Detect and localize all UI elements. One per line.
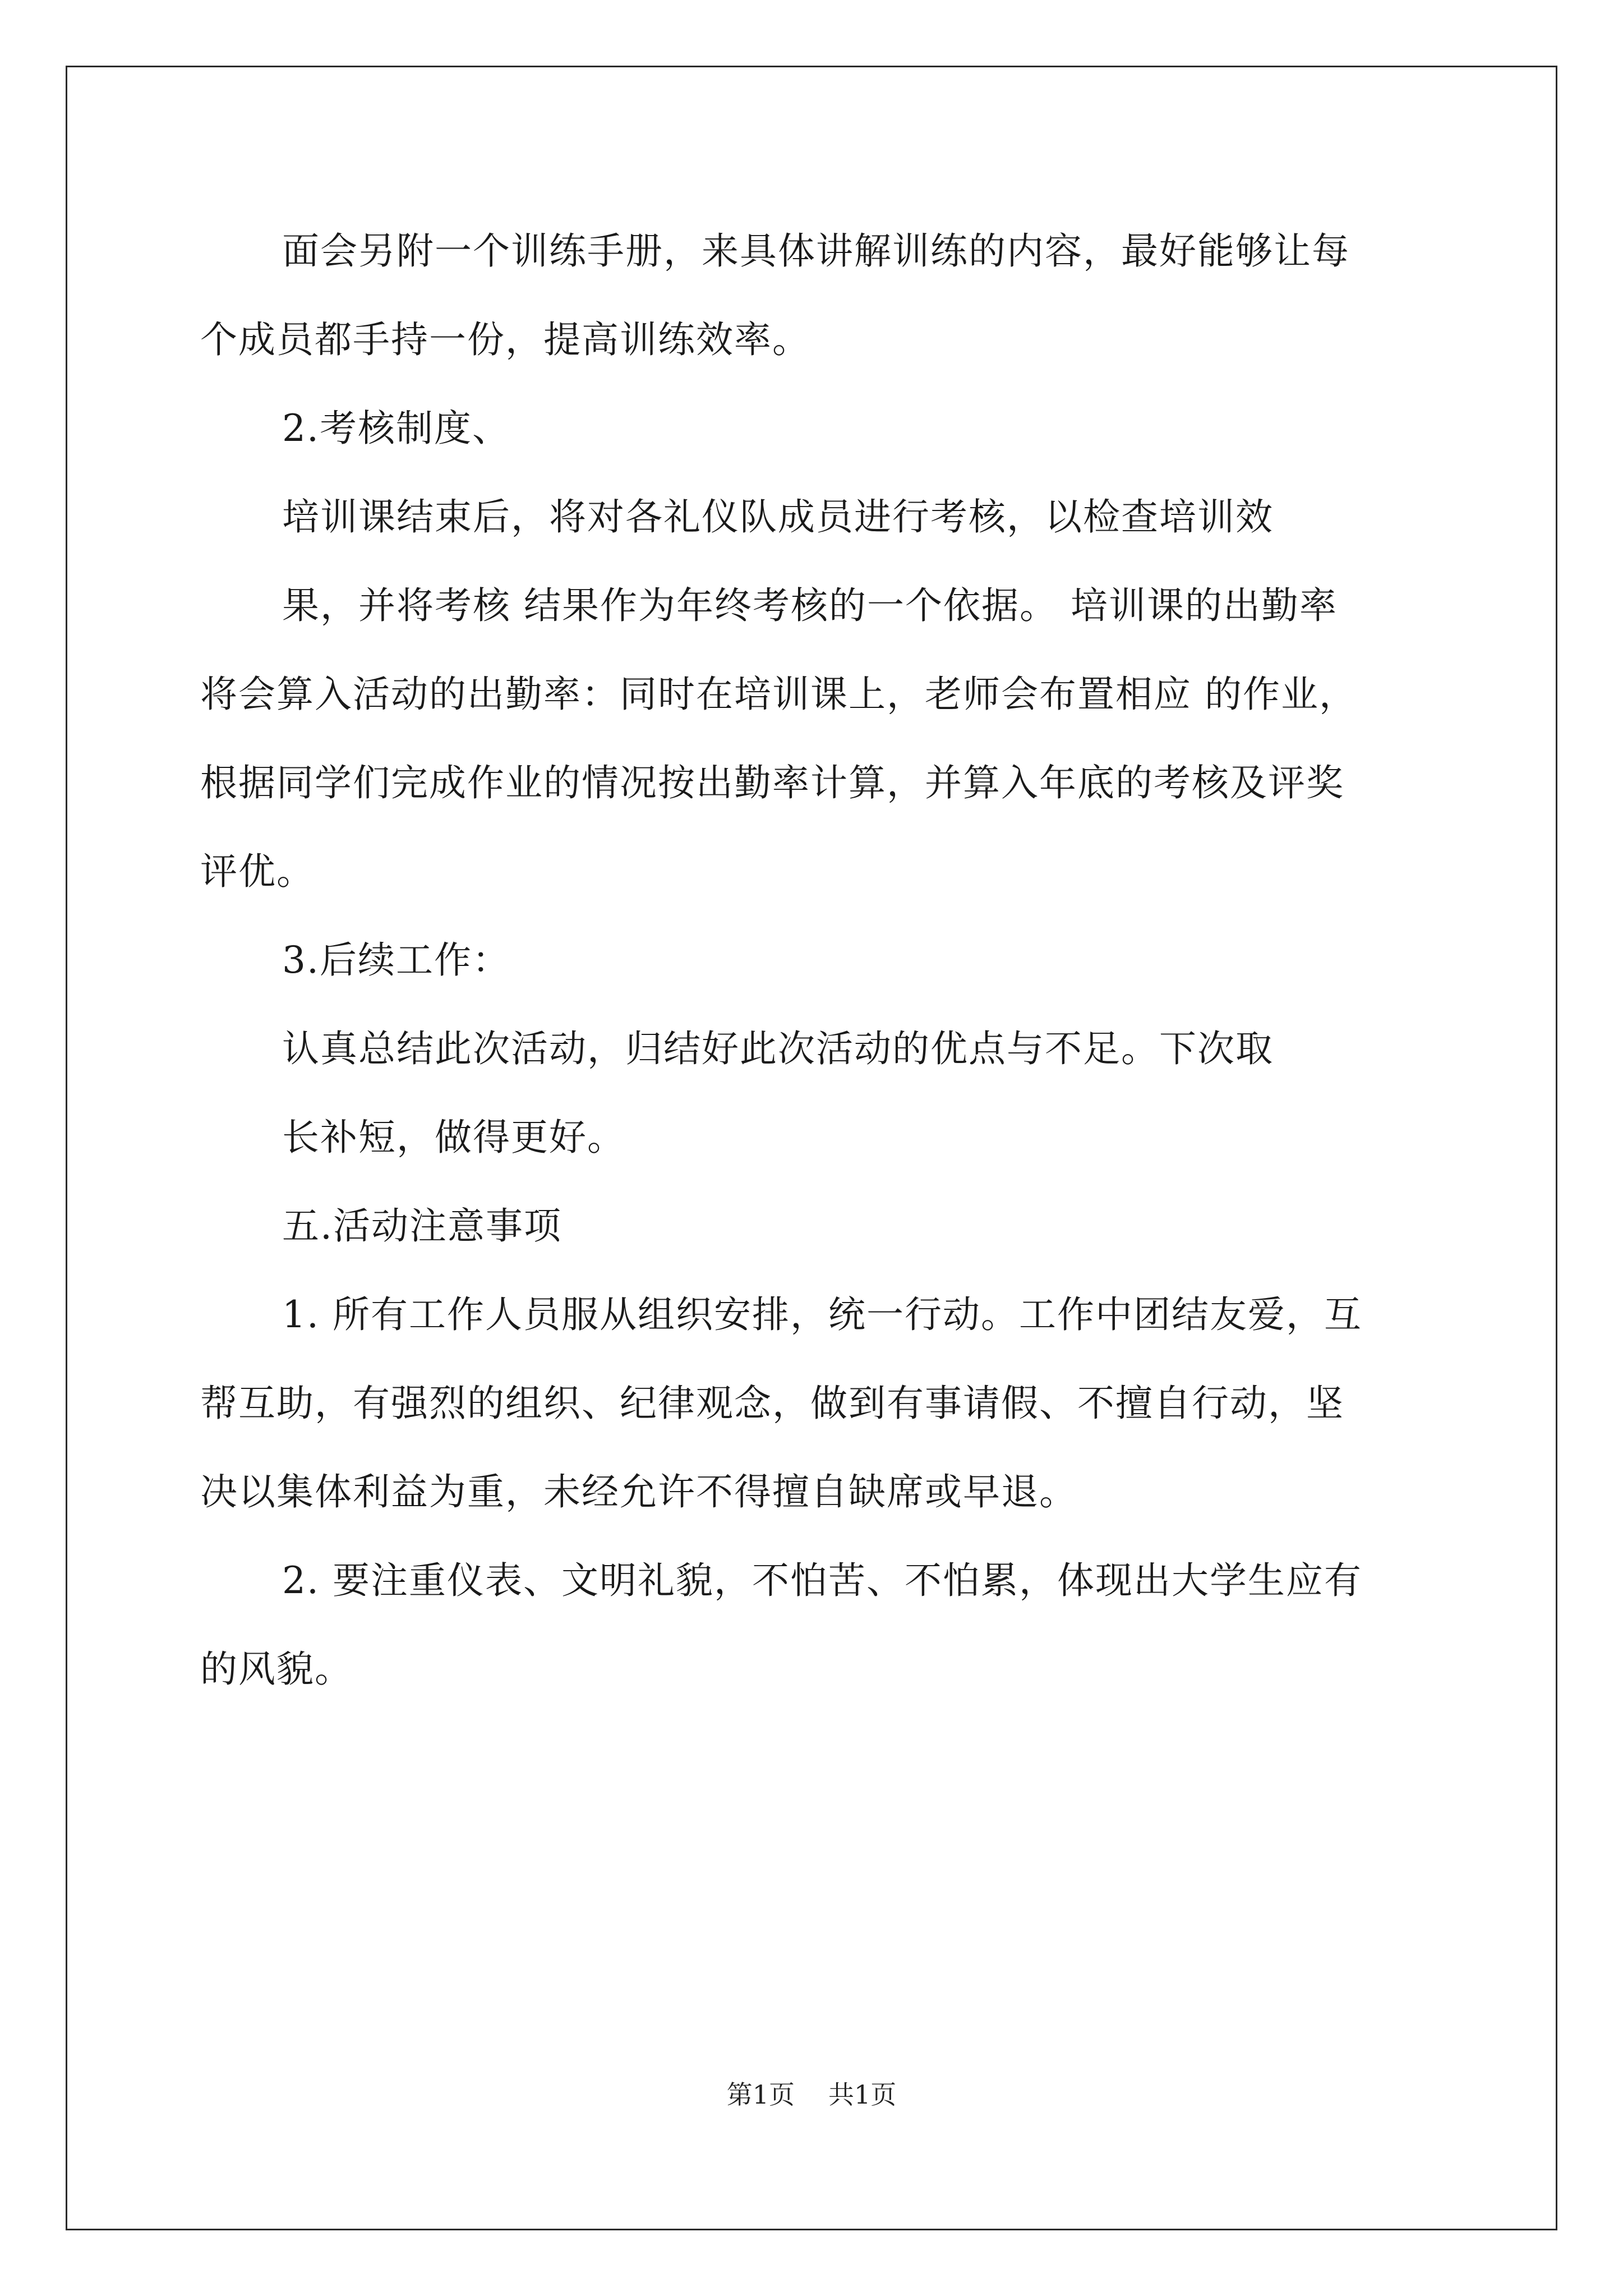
text-line: 面会另附一个训练手册，来具体讲解训练的内容，最好能够让每 — [282, 229, 1350, 273]
text-line: 1. 所有工作人员服从组织安排，统一行动。工作中团结友爱，互 — [282, 1293, 1362, 1336]
text-line: 决以集体利益为重，未经允许不得擅自缺席或早退。 — [200, 1470, 1077, 1513]
text-line: 根据同学们完成作业的情况按出勤率计算，并算入年底的考核及评奖 — [200, 761, 1344, 804]
text-line: 的风貌。 — [200, 1648, 353, 1691]
text-line: 2. 要注重仪表、文明礼貌，不怕苦、不怕累，体现出大学生应有 — [282, 1559, 1362, 1602]
text-line: 长补短，做得更好。 — [282, 1116, 625, 1159]
text-line: 果，并将考核 结果作为年终考核的一个依据。 培训课的出勤率 — [282, 584, 1338, 627]
text-line: 个成员都手持一份，提高训练效率。 — [200, 318, 810, 361]
text-line: 评优。 — [200, 850, 315, 893]
text-line: 帮互助，有强烈的组织、纪律观念，做到有事请假、不擅自行动，坚 — [200, 1382, 1344, 1425]
page-number: 第1页 — [726, 2079, 795, 2110]
text-line: 将会算入活动的出勤率：同时在培训课上，老师会布置相应 的作业， — [200, 673, 1357, 716]
text-line: 培训课结束后，将对各礼仪队成员进行考核，以检查培训效 — [282, 495, 1274, 539]
page-total: 共1页 — [828, 2079, 897, 2110]
text-line: 认真总结此次活动，归结好此次活动的优点与不足。下次取 — [282, 1027, 1274, 1070]
section-heading: 五.活动注意事项 — [282, 1204, 562, 1248]
page-footer — [0, 2079, 1623, 2110]
section-heading: 3.后续工作： — [282, 938, 510, 982]
section-heading: 2.考核制度、 — [282, 407, 510, 450]
